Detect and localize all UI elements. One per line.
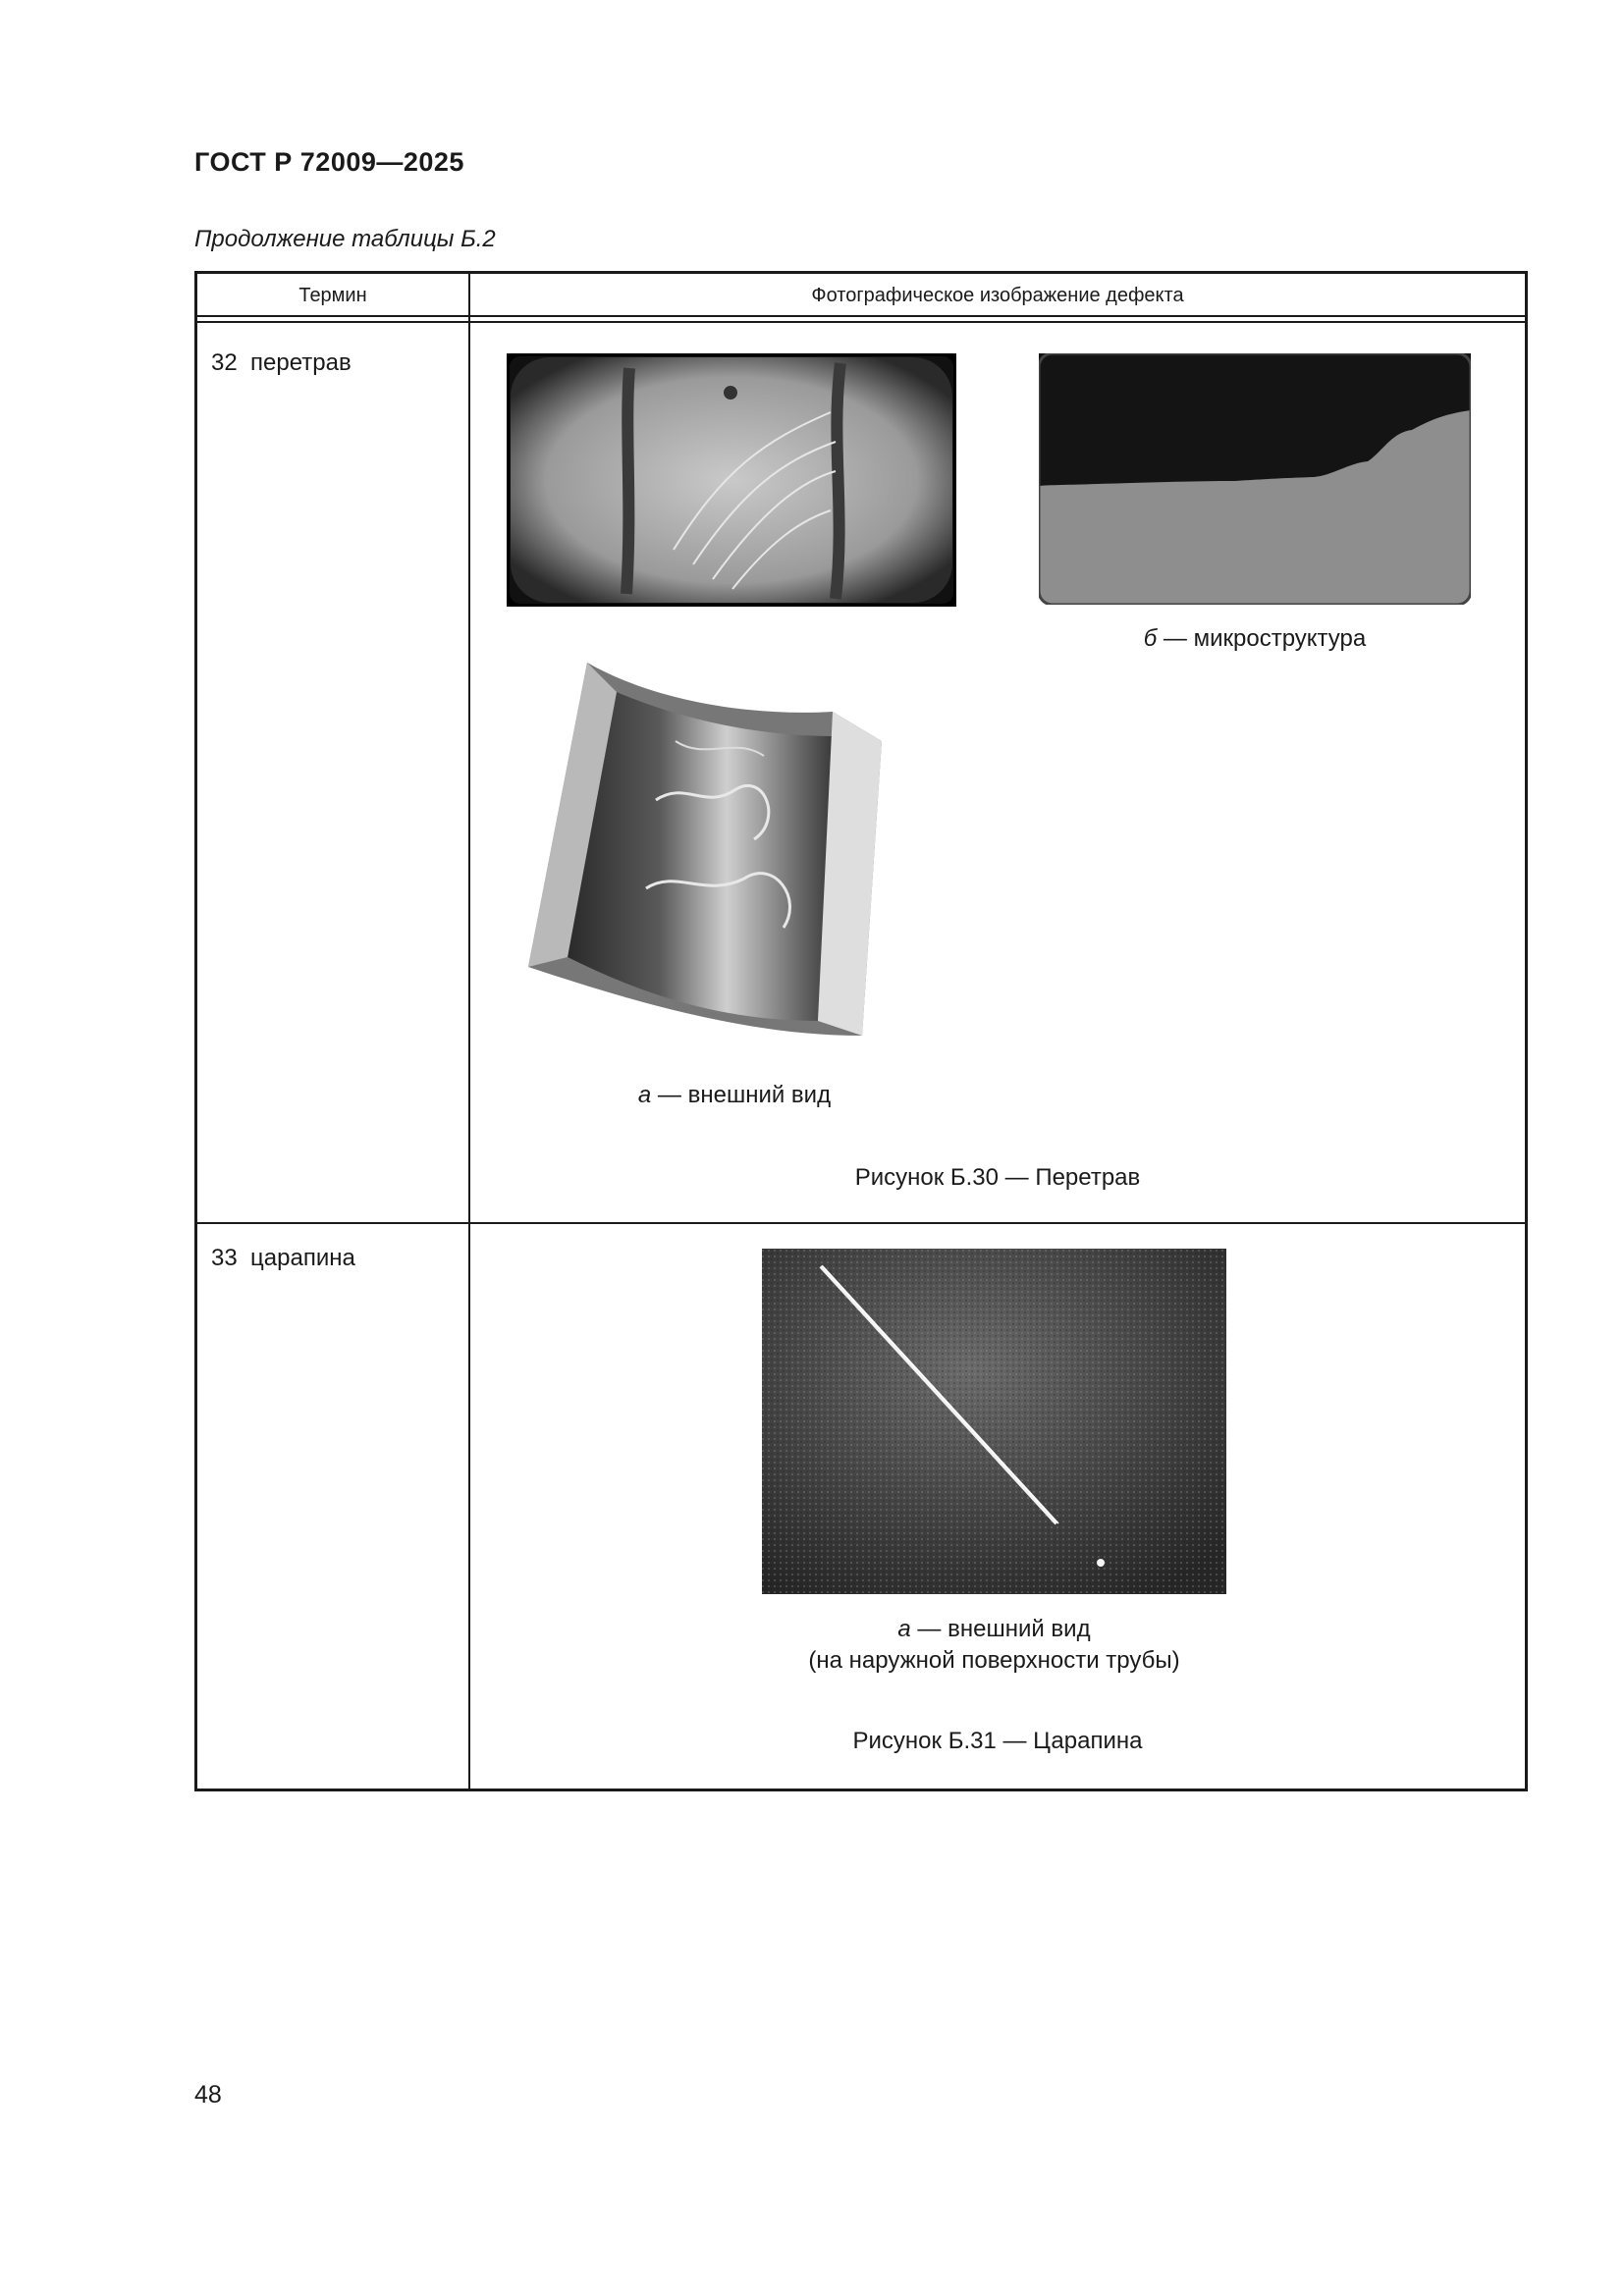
term-33: 33 царапина: [211, 1245, 355, 1271]
caption-a-letter: а: [637, 1082, 652, 1108]
header-divider-bottom: [194, 321, 1528, 323]
caption-a-letter-scratch: а: [897, 1616, 911, 1642]
table-continuation-label: Продолжение таблицы Б.2: [194, 226, 496, 252]
caption-b-letter: б: [1143, 625, 1158, 652]
document-title: ГОСТ Р 72009—2025: [194, 147, 464, 177]
row-divider: [194, 1222, 1528, 1224]
column-header-photo: Фотографическое изображение дефекта: [811, 285, 1184, 306]
column-divider: [468, 271, 470, 1791]
page-number: 48: [194, 2081, 222, 2109]
photo-external-view-pipe: [509, 643, 960, 1065]
caption-a-text: — внешний вид: [651, 1082, 832, 1108]
figure-caption-b30: Рисунок Б.30 — Перетрав: [854, 1164, 1141, 1191]
photo-microstructure: [1039, 353, 1471, 605]
column-header-term: Термин: [298, 285, 367, 306]
figure-caption-b31: Рисунок Б.31 — Царапина: [852, 1728, 1143, 1754]
caption-a-external-view: [509, 1082, 960, 1109]
term-32: 32 перетрав: [211, 349, 352, 376]
caption-a-text-scratch: — внешний вид: [910, 1616, 1091, 1642]
caption-b-microstructure: [1039, 625, 1471, 653]
caption-b-text: — микроструктура: [1157, 625, 1367, 652]
header-divider-top: [194, 315, 1528, 317]
caption-a-note-scratch: (на наружной поверхности трубы): [808, 1647, 1180, 1674]
caption-a-external-view-scratch: [762, 1616, 1226, 1643]
photo-etching-surface: [507, 353, 956, 607]
photo-scratch: [762, 1249, 1226, 1594]
